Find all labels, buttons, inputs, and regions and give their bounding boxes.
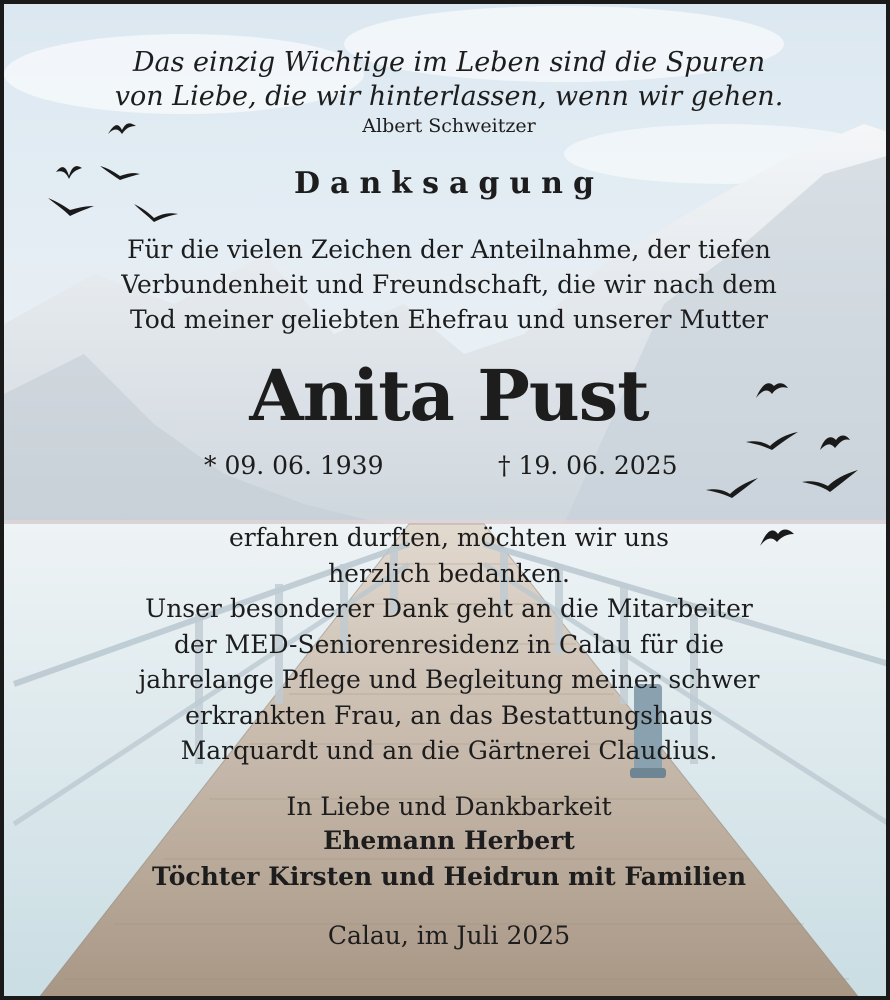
body-line: herzlich bedanken. [328,558,570,588]
birth-date: * 09. 06. 1939 [204,451,384,480]
quote-author: Albert Schweitzer [362,115,536,137]
body-line: jahrelange Pflege und Begleitung meiner schwer [138,665,760,694]
deceased-name: Anita Pust [249,354,649,437]
closing-line: In Liebe und Dankbarkeit [286,792,612,821]
intro-text [4,232,890,337]
intro-line: Tod meiner geliebten Ehefrau und unserer Mutter [130,305,768,334]
intro-line: Verbundenheit und Freundschaft, die wir nach dem [121,270,777,299]
bird-icon [706,476,758,500]
bird-icon [134,202,178,224]
body-line: der MED-Seniorenresidenz in Calau für die [173,629,725,659]
body-line: erkrankten Frau, an das Bestattungshaus [185,700,713,730]
body-line: Unser besonderer Dank geht an die Mitarbeiter [145,594,753,623]
body-text [4,520,890,769]
signature-family: Töchter Kirsten und Heidrun mit Familien [152,862,746,891]
heading: Danksagung [294,166,604,201]
quote-line: von Liebe, die wir hinterlassen, wenn wir gehen. [114,81,784,112]
place-date: Calau, im Juli 2025 [327,921,571,950]
body-line: Marquardt und an die Gärtnerei Claudius. [180,736,718,765]
body-line: erfahren durften, möchten wir uns [228,523,669,552]
death-date: † 19. 06. 2025 [498,451,678,480]
quote-line: Das einzig Wichtige im Leben sind die Spuren [132,47,766,78]
signature-husband: Ehemann Herbert [323,826,575,855]
bird-icon [802,468,858,494]
intro-line: Für die vielen Zeichen der Anteilnahme, der tiefen [127,235,771,264]
quote [4,46,890,114]
